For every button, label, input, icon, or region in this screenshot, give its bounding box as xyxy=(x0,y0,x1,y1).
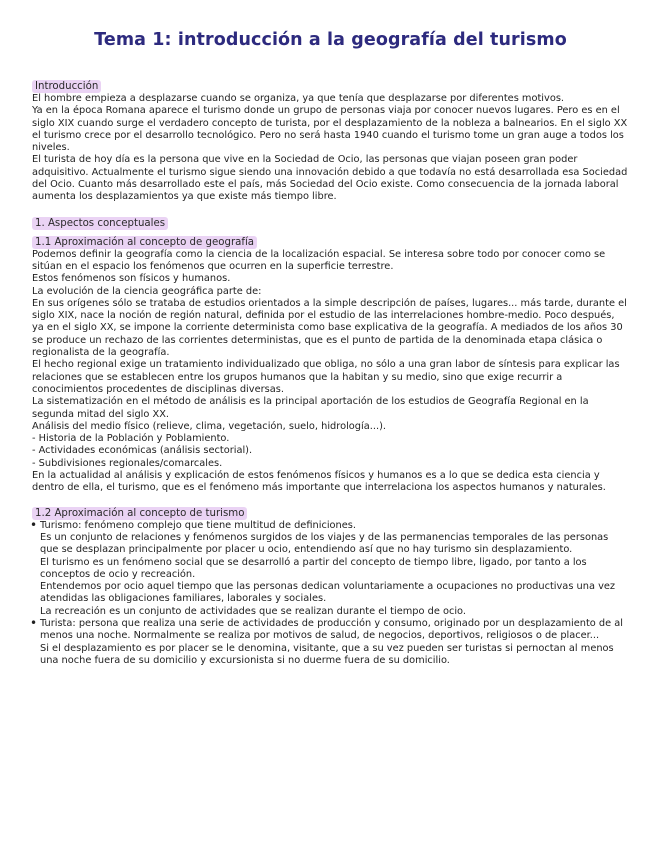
list-item: - Historia de la Población y Poblamiento. xyxy=(32,433,230,445)
intro-section xyxy=(32,74,629,204)
intro-paragraph-1: El hombre empieza a desplazarse cuando se organiza, ya que tenía que desplazarse por diferentes motivos. xyxy=(32,93,565,104)
geo-paragraph-5: El hecho regional exige un tratamiento individualizado que obliga, no sólo a una gran labor de síntesis para explicar las relaciones que se establecen entre los grupos humanos que la habitan y su medio, sino que exige recurrir a conocimientos procedentes de disciplinas diversas. xyxy=(32,359,620,395)
list-item: - Actividades económicas (análisis sectorial). xyxy=(32,445,253,457)
turismo-paragraph-3: Entendemos por ocio aquel tiempo que las personas dedican voluntariamente a ocupaciones no productivas una vez atendidas las obligaciones familiares, laborales y sociales. xyxy=(40,581,616,605)
turismo-paragraph-4: La recreación es un conjunto de actividades que se realizan durante el tiempo de ocio. xyxy=(40,605,466,617)
turismo-paragraph-1: Es un conjunto de relaciones y fenómenos surgidos de los viajes y de las permanencias temporales de las personas que se desplazan principalmente por placer u ocio, entendiendo así que no hay turismo sin desplazamiento. xyxy=(40,531,609,556)
geo-paragraph-2: Estos fenómenos son físicos y humanos. xyxy=(32,273,231,285)
geo-paragraph-6: La sistematización en el método de análisis es la principal aportación de los estudios de Geografía Regional en la segunda mitad del siglo XX. xyxy=(32,396,589,420)
turismo-paragraph-2: El turismo es un fenómeno social que se desarrolló a partir del concepto de tiempo libre, ligado, por tanto a los conceptos de ocio y recreación. xyxy=(40,556,587,580)
page-title: Tema 1: introducción a la geografía del turismo xyxy=(94,30,567,50)
intro-paragraph-2: Ya en la época Romana aparece el turismo donde un grupo de personas viaja por conocer nuevos lugares. Pero es en el siglo XIX cuando surge el verdadero concepto de turista, por el desplazamiento de la nobleza a balnearios. En el siglo XX el turismo crece por el desarrollo tecnológico. Pero no será hasta 1940 cuando el turismo tome un gran auge a todos los niveles. xyxy=(32,105,628,154)
intro-heading: Introducción xyxy=(32,80,101,93)
geo-paragraph-7: Análisis del medio físico (relieve, clima, vegetación, suelo, hidrología...). xyxy=(32,420,387,432)
geo-paragraph-3: La evolución de la ciencia geográfica parte de: xyxy=(32,285,262,297)
intro-paragraph-3: El turista de hoy día es la persona que vive en la Sociedad de Ocio, las personas que viajan poseen gran poder adquisitivo. Actualmente el turismo sigue siendo una innovación debido a que todavía no está desarrollada esa Sociedad del Ocio. Cuanto más desarrollado este el país, más Sociedad del Ocio existe. Como consecuencia de la jornada laboral aumenta los desplazamientos ya que existe más tiempo libre. xyxy=(32,154,628,203)
turista-definition: • Turista: persona que realiza una serie de actividades de producción y consumo, originado por un desplazamiento de al menos una noche. Normalmente se realiza por motivos de salud, de negocios, deportivos, religiosos o de placer... xyxy=(32,618,629,643)
section-aspectos xyxy=(32,211,629,495)
section-1-heading: 1. Aspectos conceptuales xyxy=(32,217,168,230)
turismo-definition: • Turismo: fenómeno complejo que tiene multitud de definiciones. xyxy=(32,520,629,532)
geo-paragraph-4: En sus orígenes sólo se trataba de estudios orientados a la simple descripción de países, lugares... más tarde, durante el siglo XIX, nace la noción de región natural, definida por el estudio de las interrelaciones hombre-medio. Poco después, ya en el siglo XX, se impone la corriente determinista como base explicativa de la geografía. A mediados de los años 30 se produce un rechazo de las corrientes deterministas, que es el punto de partida de la denominada etapa clásica o regionalista de la geografía. xyxy=(32,297,627,359)
subsection-1-1-heading: 1.1 Aproximación al concepto de geografía xyxy=(32,236,257,249)
list-item: - Subdivisiones regionales/comarcales. xyxy=(32,457,223,469)
geo-paragraph-1: Podemos definir la geografía como la ciencia de la localización espacial. Se interesa sobre todo por conocer como se sitúan en el espacio los fenómenos que ocurren en la superficie terrestre. xyxy=(32,248,606,272)
subsection-1-2-heading: 1.2 Aproximación al concepto de turismo xyxy=(32,507,247,520)
analysis-list xyxy=(32,433,629,470)
section-turismo xyxy=(32,501,629,668)
turista-paragraph: Si el desplazamiento es por placer se le denomina, visitante, que a su vez pueden ser turistas si pernoctan al menos una noche fuera de su domicilio y excursionista si no duerme fuera de su domicilio. xyxy=(40,642,614,666)
geo-paragraph-8: En la actualidad al análisis y explicación de estos fenómenos físicos y humanos es a lo que se dedica esta ciencia y dentro de ella, el turismo, que es el fenómeno más importante que interrelaciona los aspectos humanos y naturales. xyxy=(32,470,606,494)
